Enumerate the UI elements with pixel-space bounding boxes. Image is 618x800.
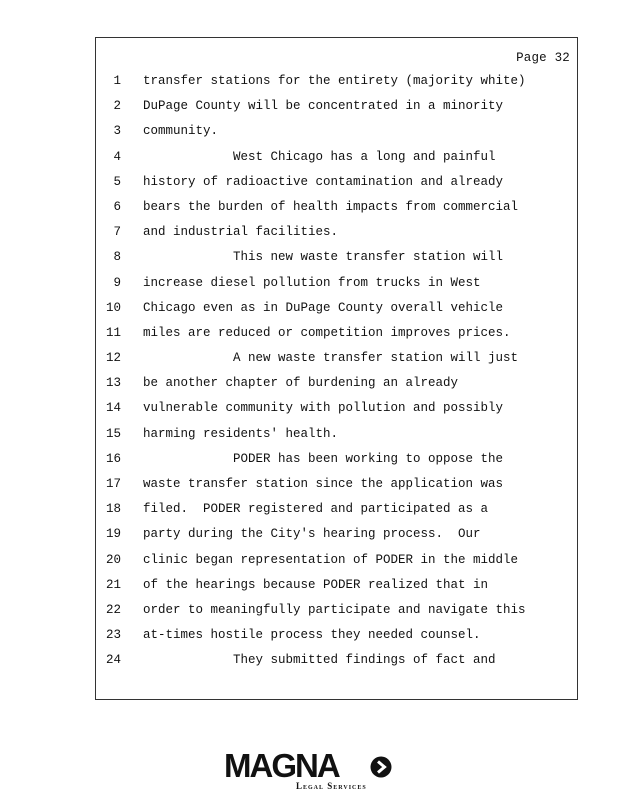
line-number: 19 (105, 527, 121, 542)
transcript-line (96, 376, 577, 401)
line-number: 14 (105, 401, 121, 416)
line-number: 5 (113, 174, 121, 189)
line-text: filed. PODER registered and participated as a (143, 502, 489, 517)
transcript-line (96, 401, 577, 426)
line-text: history of radioactive contamination and already (143, 174, 504, 189)
line-number: 2 (113, 99, 121, 114)
line-number: 12 (105, 351, 121, 366)
line-number: 17 (105, 477, 121, 491)
line-number: 20 (105, 552, 121, 567)
arrow-circle-icon (370, 756, 392, 778)
transcript-line (96, 250, 577, 275)
line-number: 18 (105, 502, 121, 517)
transcript-lines (96, 74, 577, 679)
transcript-line (96, 276, 577, 301)
transcript-line (96, 653, 577, 678)
line-text: order to meaningfully participate and navigate this (143, 602, 526, 617)
line-text: transfer stations for the entirety (majority white) (143, 74, 526, 88)
line-text: miles are reduced or competition improves prices. (143, 325, 511, 340)
transcript-line (96, 200, 577, 225)
transcript-line (96, 225, 577, 250)
transcript-line (96, 124, 577, 149)
line-number: 4 (113, 149, 121, 164)
transcript-line (96, 150, 577, 175)
line-number: 7 (113, 225, 121, 240)
line-number: 23 (105, 628, 121, 643)
line-number: 9 (113, 275, 121, 290)
line-number: 1 (113, 74, 121, 88)
transcript-line (96, 74, 577, 99)
line-number: 21 (105, 577, 121, 592)
line-text: waste transfer station since the application was (143, 477, 504, 491)
line-number: 8 (113, 250, 121, 265)
transcript-line (96, 502, 577, 527)
magna-logo (224, 748, 399, 794)
line-text: harming residents' health. (143, 426, 339, 441)
line-text: DuPage County will be concentrated in a minority (143, 99, 504, 114)
transcript-line (96, 527, 577, 552)
transcript-line (96, 452, 577, 477)
line-text: PODER has been working to oppose the (143, 451, 504, 466)
line-number: 22 (105, 602, 121, 617)
line-text: increase diesel pollution from trucks in West (143, 275, 481, 290)
line-text: A new waste transfer station will just (143, 351, 519, 366)
line-number: 10 (105, 300, 121, 315)
line-number: 11 (105, 325, 121, 340)
logo-subtitle: Legal Services (296, 781, 367, 791)
transcript-line (96, 427, 577, 452)
line-number: 16 (105, 451, 121, 466)
transcript-line (96, 553, 577, 578)
line-text: and industrial facilities. (143, 225, 339, 240)
transcript-line (96, 603, 577, 628)
transcript-line (96, 326, 577, 351)
line-text: This new waste transfer station will (143, 250, 504, 265)
transcript-line (96, 477, 577, 502)
line-number: 3 (113, 124, 121, 139)
line-text: vulnerable community with pollution and possibly (143, 401, 504, 416)
transcript-line (96, 578, 577, 603)
line-text: of the hearings because PODER realized that in (143, 577, 489, 592)
line-text: community. (143, 124, 219, 139)
line-text: clinic began representation of PODER in the middle (143, 552, 519, 567)
logo-wordmark: MAGNA (224, 747, 339, 784)
line-text: at-times hostile process they needed counsel. (143, 628, 481, 643)
line-number: 13 (105, 376, 121, 391)
line-text: be another chapter of burdening an already (143, 376, 459, 391)
transcript-line (96, 351, 577, 376)
transcript-line (96, 175, 577, 200)
page-number: Page 32 (516, 51, 570, 65)
line-number: 15 (105, 426, 121, 441)
transcript-line (96, 99, 577, 124)
transcript-line (96, 628, 577, 653)
transcript-page (95, 37, 578, 700)
line-text: party during the City's hearing process. Our (143, 527, 481, 542)
line-text: They submitted findings of fact and (143, 653, 496, 668)
transcript-line (96, 301, 577, 326)
line-text: Chicago even as in DuPage County overall vehicle (143, 300, 504, 315)
line-text: bears the burden of health impacts from commercial (143, 199, 519, 214)
line-number: 6 (113, 199, 121, 214)
line-text: West Chicago has a long and painful (143, 149, 496, 164)
line-number: 24 (105, 653, 121, 668)
